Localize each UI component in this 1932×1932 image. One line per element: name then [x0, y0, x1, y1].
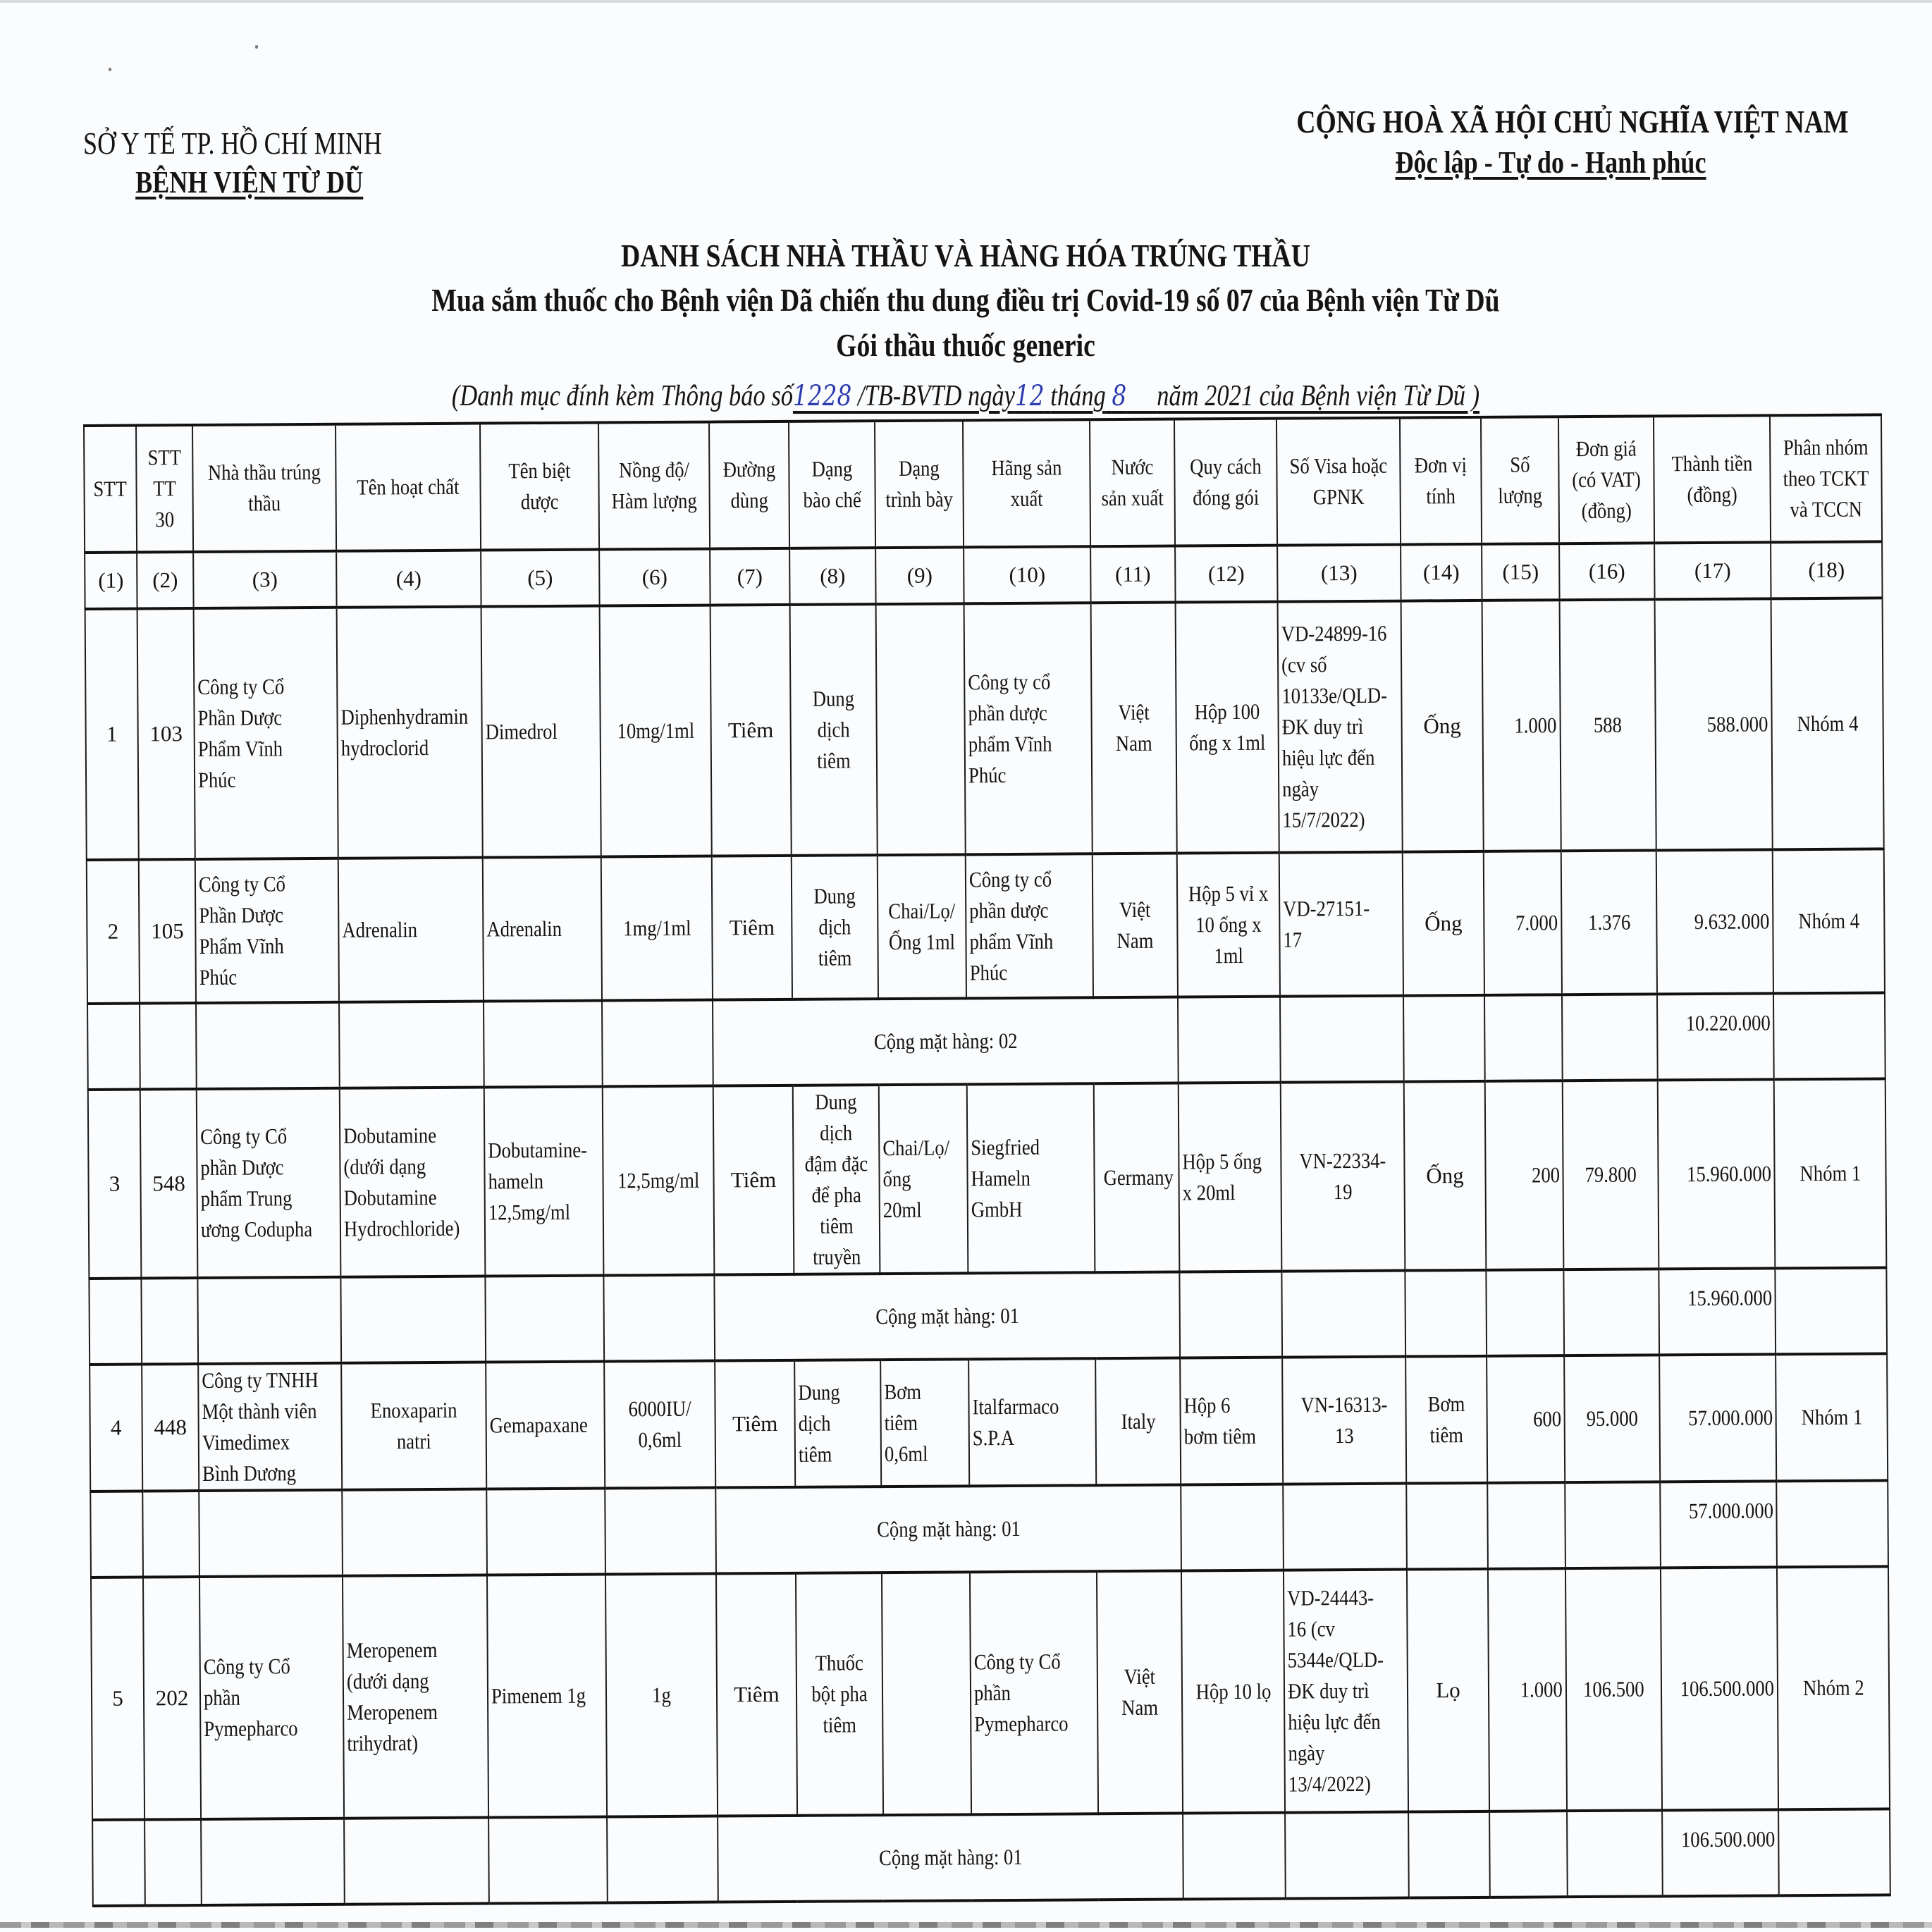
- empty-cell: [342, 1489, 487, 1576]
- table-row: [87, 849, 1885, 1004]
- empty-cell: [144, 1819, 202, 1905]
- empty-cell: [87, 1004, 140, 1090]
- subtotal-row: [89, 1267, 1887, 1365]
- empty-cell: [1567, 1810, 1663, 1897]
- empty-cell: [485, 1276, 604, 1362]
- col-header-brand-name: Tên biệt dược: [480, 423, 599, 550]
- empty-cell: [140, 1003, 197, 1089]
- cell-strength: 6000IU/ 0,6ml: [604, 1361, 715, 1489]
- col-header-visa: Số Visa hoặc GPNK: [1276, 418, 1401, 546]
- cell-amount: 57.000.000: [1659, 1354, 1776, 1482]
- empty-cell: [486, 1489, 605, 1575]
- cell-unit-price: 106.500: [1565, 1568, 1662, 1811]
- cell-strength: 12,5mg/ml: [603, 1086, 715, 1276]
- subtotal-amount: 106.500.000: [1662, 1809, 1779, 1896]
- subtotal-amount: 57.000.000: [1660, 1481, 1777, 1568]
- cell-group: Nhóm 1: [1774, 1078, 1887, 1268]
- national-heading: [1241, 103, 1861, 180]
- empty-cell: [1486, 1269, 1564, 1356]
- empty-cell: [602, 1000, 713, 1087]
- cell-amount: 9.632.000: [1656, 849, 1773, 994]
- cell-unit: Lọ: [1407, 1569, 1489, 1812]
- column-number: (10): [964, 546, 1090, 603]
- cell-amount: 106.500.000: [1661, 1567, 1778, 1810]
- awarded-contractors-table: [83, 413, 1891, 1907]
- cell-amount: 588.000: [1655, 598, 1773, 850]
- col-header-stt: STT: [84, 426, 137, 553]
- column-number: (4): [336, 550, 481, 608]
- col-header-active-ingredient: Tên hoạt chất: [336, 424, 481, 551]
- col-header-strength: Nồng độ/ Hàm lượng: [598, 422, 710, 550]
- cell-dosage-form: Thuốc bột pha tiêm: [796, 1573, 883, 1816]
- col-header-amount: Thành tiền (đồng): [1654, 415, 1771, 543]
- subtotal-amount: 10.220.000: [1657, 993, 1774, 1080]
- cell-manufacturer: Công ty cổ phần dược phẩm Vĩnh Phúc: [964, 603, 1093, 854]
- column-number: (3): [193, 551, 336, 608]
- cell-stt-tt30: 448: [142, 1364, 199, 1491]
- subtotal-row: [92, 1809, 1890, 1906]
- cell-stt: 1: [85, 609, 139, 860]
- empty-cell: [1562, 994, 1658, 1081]
- cell-packaging: Hộp 6 bơm tiêm: [1180, 1358, 1283, 1485]
- scan-speck: [109, 68, 111, 71]
- empty-cell: [1179, 1272, 1282, 1358]
- scan-speck: [255, 45, 258, 49]
- scan-edge-top: [0, 0, 1932, 3]
- empty-cell: [607, 1816, 718, 1903]
- cell-contractor: Công ty Cổ phần Dược phẩm Trung ương Codupha: [197, 1088, 341, 1278]
- empty-cell: [1280, 996, 1404, 1083]
- cell-active-ingredient: Adrenalin: [338, 858, 484, 1002]
- issuer-hospital: BỆNH VIỆN TỪ DŨ: [135, 165, 364, 199]
- col-header-packaging: Quy cách đóng gói: [1174, 419, 1277, 546]
- col-header-manufacturer: Hãng sản xuất: [963, 419, 1090, 547]
- cell-contractor: Công ty Cổ Phần Dược Phẩm Vĩnh Phúc: [195, 859, 339, 1003]
- handwritten-month: 8: [1112, 380, 1127, 412]
- cell-amount: 15.960.000: [1658, 1079, 1776, 1269]
- col-header-route: Đường dùng: [709, 422, 789, 549]
- subtotal-label: Cộng mặt hàng: 01: [714, 1272, 1180, 1361]
- empty-cell: [197, 1277, 341, 1364]
- col-header-stt-tt30: STT TT 30: [136, 425, 193, 552]
- column-number: (9): [875, 547, 964, 604]
- column-number: (14): [1401, 544, 1482, 601]
- cell-quantity: 200: [1485, 1081, 1564, 1270]
- cell-presentation: Chai/Lọ/ Ống 1ml: [878, 854, 966, 999]
- cell-manufacturer: Siegfried Hameln GmbH: [967, 1083, 1095, 1273]
- empty-cell: [344, 1818, 489, 1905]
- empty-cell: [1563, 1269, 1659, 1355]
- empty-cell: [603, 1275, 715, 1362]
- empty-cell: [90, 1491, 143, 1577]
- cell-unit-price: 79.800: [1563, 1080, 1659, 1269]
- cell-group: Nhóm 1: [1776, 1353, 1888, 1481]
- cell-brand-name: Dimedrol: [481, 606, 601, 858]
- cell-brand-name: Adrenalin: [483, 857, 602, 1002]
- document-subtitle: Mua sắm thuốc cho Bệnh viện Dã chiến thu dung điều trị Covid-19 số 07 của Bệnh viện Từ Dũ: [431, 282, 1500, 318]
- column-number: (6): [599, 549, 710, 606]
- table-row: [88, 1078, 1887, 1279]
- empty-cell: [1285, 1812, 1409, 1899]
- cell-unit-price: 1.376: [1561, 850, 1657, 995]
- note-suffix: năm 2021 của Bệnh viện Từ Dũ ): [1157, 380, 1480, 412]
- cell-quantity: 600: [1487, 1355, 1565, 1483]
- column-number: (16): [1559, 543, 1654, 600]
- cell-contractor: Công ty Cổ Phần Dược Phẩm Vĩnh Phúc: [194, 608, 338, 859]
- cell-packaging: Hộp 5 ống x 20ml: [1179, 1083, 1282, 1272]
- empty-cell: [196, 1002, 340, 1089]
- cell-contractor: Công ty Cổ phần Pymepharco: [199, 1576, 344, 1819]
- table-row: [90, 1353, 1888, 1491]
- empty-cell: [1773, 992, 1885, 1079]
- empty-cell: [1775, 1267, 1887, 1354]
- table-row: [91, 1566, 1890, 1820]
- empty-cell: [1183, 1813, 1286, 1900]
- cell-route: Tiêm: [713, 1085, 794, 1275]
- column-number: (1): [85, 553, 137, 609]
- empty-cell: [488, 1816, 608, 1903]
- cell-country: Việt Nam: [1097, 1571, 1183, 1814]
- cell-manufacturer: Italfarmaco S.P.A: [968, 1358, 1096, 1486]
- cell-visa: VN-16313-13: [1282, 1357, 1406, 1484]
- empty-cell: [1178, 997, 1281, 1083]
- empty-cell: [1181, 1484, 1284, 1571]
- col-header-group: Phân nhóm theo TCKT và TCCN: [1770, 414, 1882, 542]
- cell-route: Tiêm: [715, 1360, 795, 1488]
- cell-stt: 4: [90, 1365, 142, 1491]
- cell-quantity: 1.000: [1488, 1568, 1567, 1811]
- cell-stt: 2: [87, 860, 140, 1004]
- handwritten-notice-number: 1228: [792, 380, 852, 412]
- handwritten-day: 12: [1014, 380, 1045, 412]
- empty-cell: [1776, 1480, 1888, 1567]
- cell-packaging: Hộp 5 vỉ x 10 ống x 1ml: [1177, 853, 1280, 997]
- empty-cell: [92, 1820, 145, 1906]
- cell-manufacturer: Công ty cổ phần dược phẩm Vĩnh Phúc: [966, 854, 1093, 998]
- cell-unit: Ống: [1401, 601, 1484, 852]
- cell-unit: Bơm tiêm: [1405, 1356, 1487, 1484]
- empty-cell: [199, 1490, 343, 1577]
- empty-cell: [1484, 995, 1563, 1081]
- col-header-presentation: Dạng trình bày: [875, 420, 964, 548]
- column-number: (15): [1482, 543, 1559, 601]
- package-name: Gói thầu thuốc generic: [836, 327, 1095, 363]
- column-number: (8): [789, 548, 875, 605]
- column-number: (17): [1654, 542, 1771, 599]
- cell-contractor: Công ty TNHH Một thành viên Vimedimex Bình Dương: [198, 1363, 342, 1491]
- empty-cell: [605, 1488, 716, 1575]
- cell-country: Italy: [1095, 1358, 1181, 1486]
- cell-active-ingredient: Diphenhydramin hydroclorid: [337, 607, 483, 859]
- issuer-organization: SỞ Y TẾ TP. HỒ CHÍ MINH: [83, 126, 382, 161]
- cell-stt: 5: [91, 1577, 144, 1820]
- table-header-row: [84, 414, 1882, 553]
- cell-strength: 1g: [605, 1574, 718, 1817]
- cell-visa: VN-22334-19: [1281, 1082, 1405, 1272]
- empty-cell: [89, 1279, 142, 1365]
- cell-presentation: [882, 1572, 971, 1815]
- column-number: (18): [1771, 541, 1882, 598]
- cell-group: Nhóm 2: [1777, 1566, 1890, 1809]
- cell-group: Nhóm 4: [1773, 849, 1885, 993]
- cell-packaging: Hộp 10 lọ: [1181, 1570, 1285, 1814]
- col-header-dosage-form: Dạng bào chế: [789, 421, 875, 548]
- cell-stt-tt30: 202: [143, 1577, 201, 1819]
- empty-cell: [1565, 1482, 1661, 1568]
- subtotal-row: [87, 992, 1885, 1090]
- subtotal-label: Cộng mặt hàng: 02: [713, 997, 1179, 1086]
- cell-visa: VD-24443-16 (cv 5344e/QLD-ĐK duy trì hiệu lực đến ngày 13/4/2022): [1284, 1570, 1408, 1813]
- cell-unit: Ống: [1403, 851, 1484, 996]
- cell-quantity: 1.000: [1482, 600, 1561, 851]
- cell-country: Việt Nam: [1091, 603, 1177, 854]
- cell-unit: Ống: [1404, 1081, 1487, 1271]
- cell-active-ingredient: Meropenem (dưới dạng Meropenem trihydrat): [343, 1575, 488, 1819]
- empty-cell: [1487, 1482, 1565, 1569]
- cell-country: Việt Nam: [1093, 854, 1178, 998]
- cell-unit-price: 95.000: [1564, 1355, 1660, 1482]
- scan-edge-bottom: [0, 1922, 1932, 1928]
- col-header-contractor: Nhà thầu trúng thầu: [192, 424, 336, 552]
- empty-cell: [340, 1276, 486, 1363]
- document-title-block: [282, 234, 1649, 423]
- cell-unit-price: 588: [1560, 599, 1656, 851]
- cell-presentation: [876, 603, 966, 855]
- column-number: (13): [1277, 545, 1401, 602]
- col-header-country: Nước sản xuất: [1090, 419, 1175, 547]
- column-number-row: [85, 541, 1882, 609]
- empty-cell: [1403, 995, 1485, 1082]
- column-number: (7): [710, 548, 789, 605]
- subtotal-label: Cộng mặt hàng: 01: [718, 1814, 1183, 1902]
- empty-cell: [484, 1001, 603, 1088]
- cell-presentation: Chai/Lọ/ ống 20ml: [879, 1084, 968, 1274]
- national-motto: Độc lập - Tự do - Hạnh phúc: [1395, 145, 1706, 180]
- cell-stt-tt30: 105: [139, 859, 196, 1003]
- cell-brand-name: Pimenem 1g: [487, 1575, 607, 1818]
- cell-strength: 1mg/1ml: [601, 856, 713, 1001]
- cell-packaging: Hộp 100 ống x 1ml: [1176, 602, 1279, 854]
- col-header-unit-price: Đơn giá (có VAT) (đồng): [1558, 416, 1654, 543]
- column-number: (2): [137, 552, 193, 608]
- issuer-block: [83, 125, 393, 200]
- cell-dosage-form: Dung dịch tiêm: [794, 1360, 881, 1487]
- col-header-unit: Đơn vị tính: [1400, 417, 1482, 545]
- cell-brand-name: Gemapaxane: [486, 1362, 605, 1489]
- empty-cell: [1406, 1483, 1488, 1570]
- cell-stt-tt30: 548: [140, 1089, 198, 1278]
- cell-country: Germany: [1094, 1083, 1180, 1273]
- empty-cell: [1281, 1271, 1405, 1358]
- empty-cell: [339, 1002, 484, 1088]
- cell-active-ingredient: Enoxaparin natri: [341, 1362, 486, 1490]
- cell-stt-tt30: 103: [137, 608, 195, 859]
- empty-cell: [1778, 1809, 1890, 1895]
- cell-dosage-form: Dung dịch tiêm: [790, 604, 878, 856]
- table-row: [85, 598, 1884, 860]
- empty-cell: [141, 1278, 198, 1364]
- cell-presentation: Bơm tiêm 0,6ml: [880, 1359, 969, 1487]
- empty-cell: [201, 1819, 345, 1905]
- attachment-note: [405, 369, 1527, 423]
- cell-visa: VD-24899-16 (cv số 10133e/QLD-ĐK duy trì hiệu lực đến ngày 15/7/2022): [1278, 601, 1403, 853]
- document-title: DANH SÁCH NHÀ THẦU VÀ HÀNG HÓA TRÚNG THẦU: [620, 238, 1311, 273]
- cell-manufacturer: Công ty Cổ phần Pymepharco: [970, 1571, 1098, 1814]
- note-mid1: /TB-BVTD ngày: [858, 380, 1015, 412]
- empty-cell: [1408, 1811, 1490, 1898]
- cell-route: Tiêm: [716, 1573, 797, 1816]
- nation-name: CỘNG HOÀ XÃ HỘI CHỦ NGHĨA VIỆT NAM: [1296, 104, 1849, 140]
- cell-quantity: 7.000: [1484, 851, 1562, 995]
- empty-cell: [1283, 1484, 1407, 1570]
- subtotal-label: Cộng mặt hàng: 01: [715, 1485, 1181, 1574]
- note-mid2: tháng: [1050, 380, 1106, 412]
- col-header-quantity: Số lượng: [1481, 417, 1559, 544]
- empty-cell: [1489, 1811, 1568, 1897]
- cell-group: Nhóm 4: [1771, 598, 1884, 849]
- cell-route: Tiêm: [710, 605, 792, 856]
- cell-strength: 10mg/1ml: [600, 605, 712, 857]
- subtotal-amount: 15.960.000: [1659, 1268, 1776, 1355]
- note-prefix: (Danh mục đính kèm Thông báo số: [451, 380, 793, 412]
- cell-active-ingredient: Dobutamine (dưới dạng Dobutamine Hydrochloride): [340, 1088, 486, 1277]
- cell-stt: 3: [88, 1090, 142, 1279]
- cell-route: Tiêm: [712, 856, 792, 1000]
- cell-brand-name: Dobutamine-hameln 12,5mg/ml: [484, 1087, 604, 1276]
- column-number: (11): [1090, 546, 1175, 603]
- empty-cell: [142, 1491, 199, 1577]
- cell-visa: VD-27151-17: [1279, 852, 1403, 997]
- column-number: (12): [1175, 546, 1277, 603]
- empty-cell: [1405, 1270, 1487, 1357]
- cell-dosage-form: Dung dịch đậm đặc để pha tiêm truyền: [793, 1085, 880, 1274]
- subtotal-row: [90, 1480, 1888, 1577]
- column-number: (5): [481, 550, 599, 607]
- cell-dosage-form: Dung dịch tiêm: [792, 855, 878, 999]
